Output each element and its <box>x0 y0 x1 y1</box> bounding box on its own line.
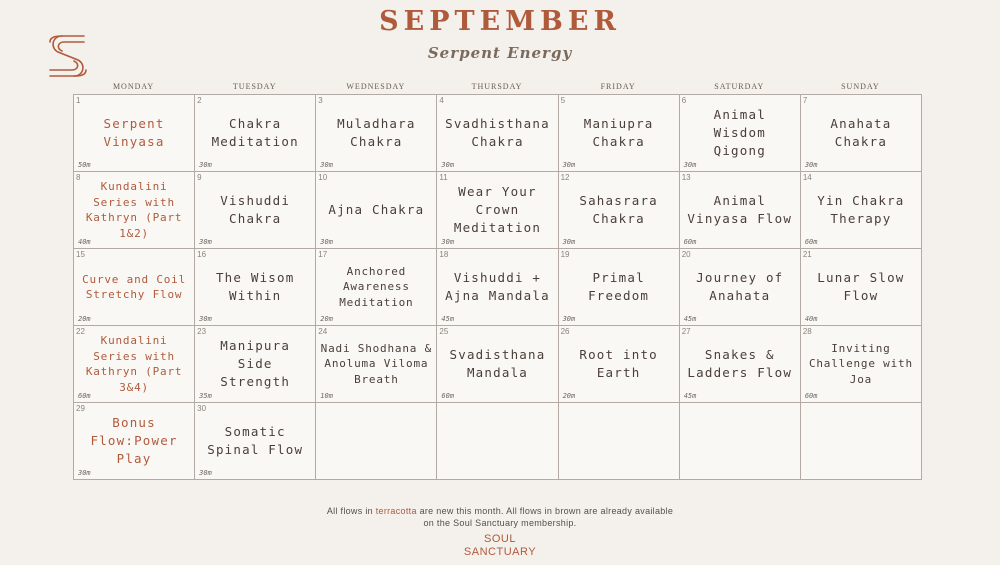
calendar-day-cell[interactable] <box>559 172 680 249</box>
calendar-grid <box>73 94 922 480</box>
calendar-day-cell[interactable] <box>316 95 437 172</box>
calendar-day-cell[interactable] <box>316 172 437 249</box>
day-number: 28 <box>802 327 812 336</box>
calendar-day-cell[interactable] <box>195 326 316 403</box>
day-number: 13 <box>681 173 691 182</box>
empty-day-cell <box>559 403 680 480</box>
day-number: 1 <box>76 96 81 105</box>
day-number: 30 <box>197 404 207 413</box>
flow-duration: 45m <box>683 315 697 323</box>
flow-duration: 20m <box>562 392 576 400</box>
weekday-label: TUESDAY <box>232 82 277 91</box>
weekday-label: SUNDAY <box>841 82 880 91</box>
weekday-label: FRIDAY <box>600 82 636 91</box>
flow-title: Maniupra Chakra <box>583 116 654 149</box>
empty-day-cell <box>680 403 801 480</box>
flow-title: Svadhisthana Chakra <box>445 116 550 149</box>
weekday-label: MONDAY <box>112 82 155 91</box>
flow-title: Nadi Shodhana & Anoluma Viloma Breath <box>320 341 433 386</box>
day-number: 10 <box>318 173 328 182</box>
calendar-day-cell[interactable] <box>559 326 680 403</box>
flow-duration: 30m <box>199 315 212 323</box>
day-number: 24 <box>318 327 328 336</box>
day-number: 9 <box>197 173 202 182</box>
calendar-day-cell[interactable] <box>74 326 195 403</box>
day-number: 4 <box>439 96 444 105</box>
brand-logo <box>0 533 1000 559</box>
day-number: 7 <box>802 96 808 105</box>
calendar-day-cell[interactable] <box>680 249 801 326</box>
flow-duration: 30m <box>562 315 576 323</box>
calendar-day-cell[interactable] <box>74 95 195 172</box>
flow-duration: 30m <box>441 161 455 169</box>
weekday-header <box>73 82 921 94</box>
flow-title: Svadisthana Mandala <box>449 347 546 380</box>
flow-duration: 60m <box>683 238 697 246</box>
flow-duration: 30m <box>199 238 212 246</box>
flow-title: Wear Your Crown Meditation <box>453 184 542 235</box>
day-number: 15 <box>76 250 85 259</box>
flow-duration: 45m <box>683 392 697 400</box>
flow-duration: 30m <box>683 161 697 169</box>
footer-note <box>0 505 1000 529</box>
footer-line-2: on the Soul Sanctuary membership. <box>423 518 577 528</box>
flow-title: Animal Wisdom Qigong <box>713 107 766 158</box>
flow-duration: 30m <box>199 161 212 169</box>
calendar-day-cell[interactable] <box>680 172 801 249</box>
calendar-day-cell[interactable] <box>437 326 558 403</box>
day-number: 19 <box>560 250 570 259</box>
flow-duration: 30m <box>199 469 212 477</box>
flow-duration: 20m <box>78 315 91 323</box>
flow-title: Muladhara Chakra <box>337 116 416 149</box>
calendar-day-cell[interactable] <box>559 249 680 326</box>
flow-title: Chakra Meditation <box>211 116 299 149</box>
weekday-label: THURSDAY <box>471 82 523 91</box>
flow-duration: 30m <box>441 238 455 246</box>
flow-title: Vishuddi Chakra <box>220 193 291 226</box>
day-number: 29 <box>76 404 85 413</box>
day-number: 12 <box>560 173 570 182</box>
flow-title: Snakes & Ladders Flow <box>687 347 793 380</box>
calendar-day-cell[interactable] <box>316 249 437 326</box>
calendar-day-cell[interactable] <box>437 95 558 172</box>
calendar-day-cell[interactable] <box>195 249 316 326</box>
weekday-label: WEDNESDAY <box>346 82 406 91</box>
flow-duration: 20m <box>320 315 333 323</box>
day-number: 23 <box>197 327 207 336</box>
flow-duration: 30m <box>804 161 818 169</box>
flow-duration: 60m <box>441 392 455 400</box>
flow-title: Somatic Spinal Flow <box>207 424 304 457</box>
flow-duration: 30m <box>320 161 333 169</box>
empty-day-cell <box>437 403 558 480</box>
brand-line-2: SANCTUARY <box>463 546 537 558</box>
flow-title: Primal Freedom <box>588 270 650 303</box>
flow-title: Journey of Anahata <box>696 270 784 303</box>
flow-duration: 10m <box>320 392 333 400</box>
calendar-day-cell[interactable] <box>801 326 922 403</box>
calendar-day-cell[interactable] <box>801 172 922 249</box>
day-number: 22 <box>76 327 85 336</box>
flow-title: Root into Earth <box>579 347 658 380</box>
flow-duration: 45m <box>441 315 455 323</box>
day-number: 2 <box>197 96 202 105</box>
weekday-label: SATURDAY <box>714 82 765 91</box>
flow-duration: 40m <box>78 238 91 246</box>
calendar-day-cell[interactable] <box>801 249 922 326</box>
flow-duration: 30m <box>78 469 91 477</box>
page-subtitle: Serpent Energy <box>427 44 573 62</box>
footer-highlight: terracotta <box>375 506 417 516</box>
flow-duration: 35m <box>199 392 212 400</box>
calendar-day-cell[interactable] <box>74 249 195 326</box>
calendar-day-cell[interactable] <box>74 403 195 480</box>
calendar-day-cell[interactable] <box>316 326 437 403</box>
empty-day-cell <box>316 403 437 480</box>
day-number: 14 <box>802 173 812 182</box>
flow-title: Anchored Awareness Meditation <box>339 264 414 309</box>
flow-title: Ajna Chakra <box>328 202 425 217</box>
day-number: 5 <box>560 96 566 105</box>
page-title: SEPTEMBER <box>379 6 621 37</box>
day-number: 18 <box>439 250 449 259</box>
calendar-day-cell[interactable] <box>74 172 195 249</box>
flow-title: Lunar Slow Flow <box>817 270 905 303</box>
flow-duration: 60m <box>804 392 818 400</box>
day-number: 26 <box>560 327 570 336</box>
day-number: 16 <box>197 250 207 259</box>
day-number: 20 <box>681 250 691 259</box>
day-number: 8 <box>76 173 81 182</box>
day-number: 27 <box>681 327 691 336</box>
day-number: 17 <box>318 250 328 259</box>
flow-title: Vishuddi + Ajna Mandala <box>445 270 550 303</box>
footer-text-before: All flows in <box>326 506 376 516</box>
flow-duration: 60m <box>804 238 818 246</box>
flow-title: Sahasrara Chakra <box>579 193 658 226</box>
flow-title: Kundalini Series with Kathryn (Part 1&2) <box>85 180 183 240</box>
flow-duration: 50m <box>78 161 91 169</box>
calendar-day-cell[interactable] <box>680 326 801 403</box>
flow-title: Yin Chakra Therapy <box>817 193 905 226</box>
flow-title: The Wisom Within <box>215 270 295 303</box>
calendar-day-cell[interactable] <box>437 172 558 249</box>
flow-duration: 40m <box>804 315 818 323</box>
brand-line-1: SOUL <box>484 533 516 545</box>
footer-text-after: are new this month. All flows in brown are already available <box>416 506 674 516</box>
calendar-day-cell[interactable] <box>195 95 316 172</box>
flow-title: Inviting Challenge with Joa <box>808 341 913 386</box>
calendar-day-cell[interactable] <box>801 95 922 172</box>
flow-title: Manipura Side Strength <box>220 338 291 389</box>
flow-title: Serpent Vinyasa <box>103 116 165 149</box>
flow-title: Anahata Chakra <box>830 116 892 149</box>
flow-duration: 30m <box>562 161 576 169</box>
calendar-day-cell[interactable] <box>437 249 558 326</box>
serpent-s-logo-icon <box>44 32 92 80</box>
day-number: 25 <box>439 327 449 336</box>
flow-title: Curve and Coil Stretchy Flow <box>82 272 187 301</box>
calendar-day-cell[interactable] <box>195 172 316 249</box>
day-number: 11 <box>439 173 448 182</box>
flow-duration: 30m <box>320 238 333 246</box>
flow-duration: 60m <box>78 392 91 400</box>
day-number: 6 <box>681 96 687 105</box>
day-number: 3 <box>318 96 323 105</box>
day-number: 21 <box>802 250 812 259</box>
calendar-day-cell[interactable] <box>195 403 316 480</box>
flow-title: Kundalini Series with Kathryn (Part 3&4) <box>85 334 183 394</box>
flow-duration: 30m <box>562 238 576 246</box>
flow-title: Bonus Flow:Power Play <box>90 415 178 466</box>
flow-title: Animal Vinyasa Flow <box>687 193 793 226</box>
empty-day-cell <box>801 403 922 480</box>
calendar-day-cell[interactable] <box>680 95 801 172</box>
calendar-day-cell[interactable] <box>559 95 680 172</box>
